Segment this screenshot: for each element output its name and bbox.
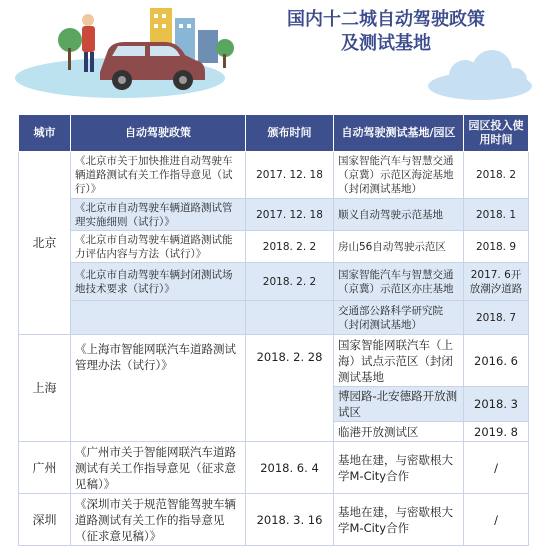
policy-cell: 《北京市关于加快推进自动驾驶车辆道路测试有关工作指导意见（试行）》 — [71, 152, 246, 199]
policy-cell: 《北京市自动驾驶车辆道路测试能力评估内容与方法（试行）》 — [71, 231, 246, 263]
table-row — [19, 494, 529, 546]
base-cell: 房山56自动驾驶示范区 — [334, 231, 464, 263]
col-header-date: 颁布时间 — [246, 115, 334, 152]
policy-cell: 《广州市关于智能网联汽车道路测试有关工作指导意见（征求意见稿）》 — [71, 442, 246, 494]
base-cell: 基地在建，与密歇根大学M-City合作 — [334, 442, 464, 494]
header-banner — [0, 0, 545, 112]
policy-cell: 《上海市智能网联汽车道路测试管理办法（试行）》 — [71, 335, 246, 442]
page-title: 国内十二城自动驾驶政策 及测试基地 — [287, 9, 485, 54]
base-cell: 国家智能汽车与智慧交通（京冀）示范区海淀基地（封闭测试基地） — [334, 152, 464, 199]
table-row — [19, 199, 529, 231]
col-header-city: 城市 — [19, 115, 71, 152]
base-cell: 基地在建，与密歇根大学M-City合作 — [334, 494, 464, 546]
base-cell: 临港开放测试区 — [334, 422, 464, 442]
base-cell: 国家智能汽车与智慧交通（京冀）示范区亦庄基地 — [334, 263, 464, 301]
use-time-cell: 2018. 2 — [464, 152, 529, 199]
use-time-cell: 2018. 1 — [464, 199, 529, 231]
city-shenzhen: 深圳 — [19, 494, 71, 546]
table-row — [19, 442, 529, 494]
table-row — [19, 335, 529, 387]
table-header-row — [19, 115, 529, 152]
city-beijing: 北京 — [19, 152, 71, 335]
use-time-cell: 2018. 7 — [464, 301, 529, 335]
policy-cell: 《北京市自动驾驶车辆封闭测试场地技术要求（试行）》 — [71, 263, 246, 301]
date-cell: 2017. 12. 18 — [246, 199, 334, 231]
use-time-cell: 2017. 6开放潮汐道路 — [464, 263, 529, 301]
use-time-cell: / — [464, 442, 529, 494]
col-header-policy: 自动驾驶政策 — [71, 115, 246, 152]
base-cell: 交通部公路科学研究院（封闭测试基地） — [334, 301, 464, 335]
col-header-base: 自动驾驶测试基地/园区 — [334, 115, 464, 152]
policy-table — [18, 114, 529, 546]
table-row — [19, 263, 529, 301]
base-cell: 国家智能网联汽车（上海）试点示范区（封闭测试基地 — [334, 335, 464, 387]
date-cell — [246, 301, 334, 335]
date-cell: 2018. 2. 2 — [246, 231, 334, 263]
use-time-cell: 2018. 9 — [464, 231, 529, 263]
table-row — [19, 152, 529, 199]
use-time-cell: 2018. 3 — [464, 387, 529, 422]
date-cell: 2018. 3. 16 — [246, 494, 334, 546]
use-time-cell: 2016. 6 — [464, 335, 529, 387]
date-cell: 2017. 12. 18 — [246, 152, 334, 199]
table-row — [19, 301, 529, 335]
cloud-icon — [420, 48, 540, 103]
use-time-cell: / — [464, 494, 529, 546]
use-time-cell: 2019. 8 — [464, 422, 529, 442]
policy-cell: 《深圳市关于规范智能驾驶车辆道路测试有关工作的指导意见（征求意见稿）》 — [71, 494, 246, 546]
base-cell: 顺义自动驾驶示范基地 — [334, 199, 464, 231]
base-cell: 博园路-北安德路开放测试区 — [334, 387, 464, 422]
city-car-illustration — [0, 0, 250, 112]
policy-cell — [71, 301, 246, 335]
table-row — [19, 231, 529, 263]
city-guangzhou: 广州 — [19, 442, 71, 494]
date-cell: 2018. 6. 4 — [246, 442, 334, 494]
city-shanghai: 上海 — [19, 335, 71, 442]
policy-cell: 《北京市自动驾驶车辆道路测试管理实施细则（试行）》 — [71, 199, 246, 231]
date-cell: 2018. 2. 28 — [246, 335, 334, 442]
date-cell: 2018. 2. 2 — [246, 263, 334, 301]
col-header-use-time: 园区投入使用时间 — [464, 115, 529, 152]
